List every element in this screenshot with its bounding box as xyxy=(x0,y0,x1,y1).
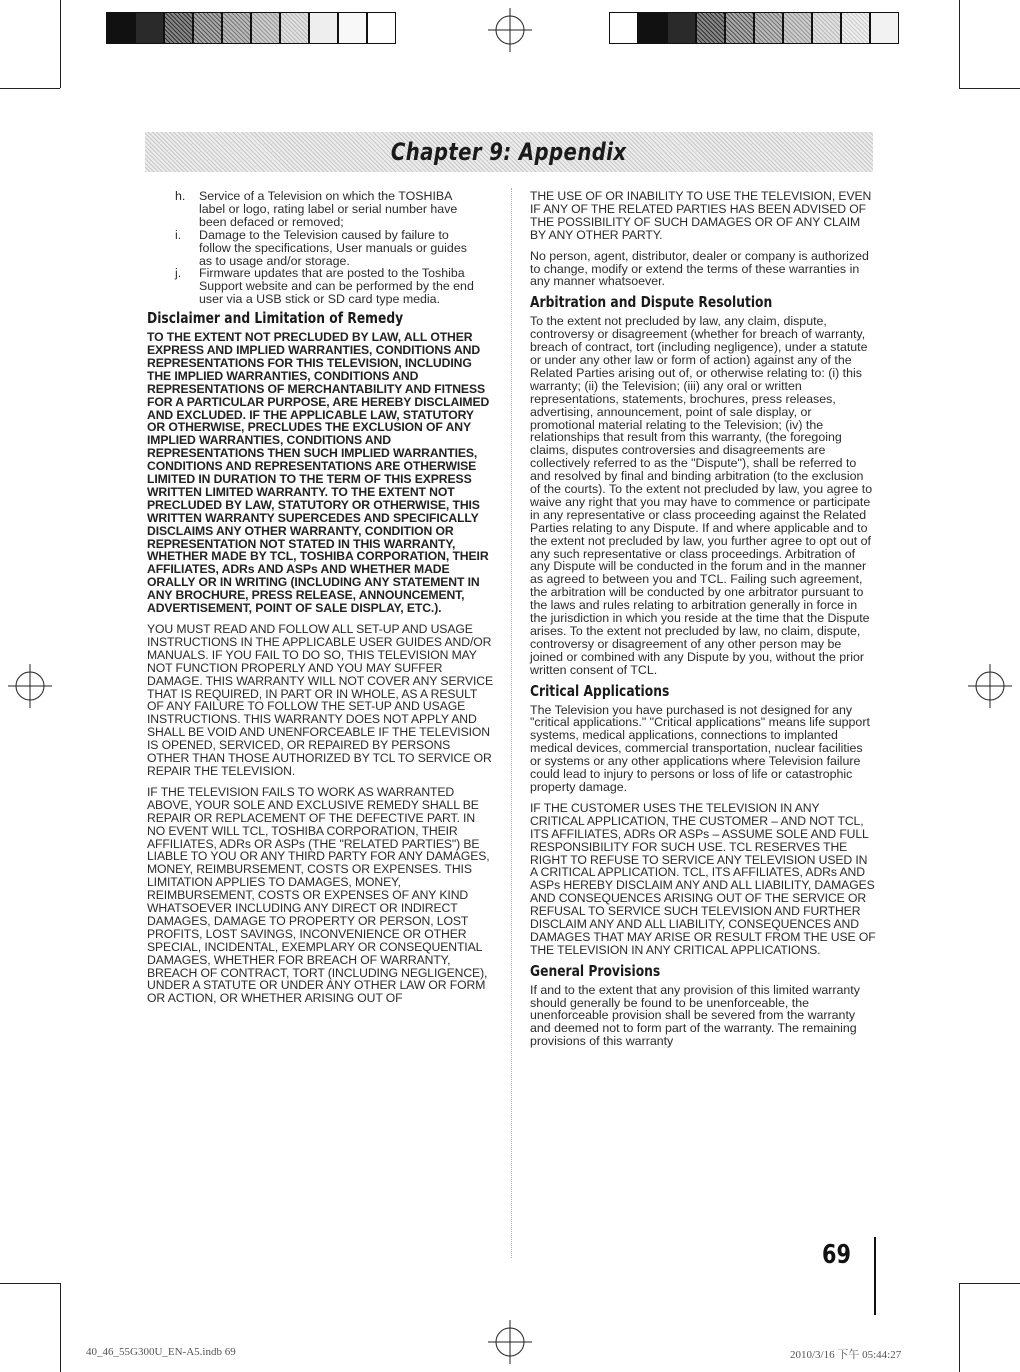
list-letter: h. xyxy=(175,189,186,203)
crop-mark-top-left-v xyxy=(60,0,61,88)
registration-target-icon xyxy=(968,664,1012,708)
crop-mark-top-left-h xyxy=(0,88,60,89)
crop-mark-bottom-left-v xyxy=(60,1283,61,1372)
disclaimer-paragraph: TO THE EXTENT NOT PRECLUDED BY LAW, ALL OTHER EXPRESS AND IMPLIED WARRANTIES, CONDITIONS AND REPRESENTATIONS FOR THIS TELEVISION, INCLUDING THE IMPLIED WARRANTIES, CONDITIONS AND REPRESENTATIONS OF MERCHANTABILITY AND FITNESS FOR A PARTICULAR PURPOSE, ARE HEREBY DISCLAIMED AND EXCLUDED. IF THE APPLICABLE LAW, STATUTORY OR OTHERWISE, PRECLUDES THE EXCLUSION OF ANY IMPLIED WARRANTIES, CONDITIONS AND REPRESENTATIONS THEN SUCH IMPLIED WARRANTIES, CONDITIONS AND REPRESENTATIONS ARE OTHERWISE LIMITED IN DURATION TO THE TERM OF THIS EXPRESS WRITTEN LIMITED WARRANTY. TO THE EXTENT NOT PRECLUDED BY LAW, STATUTORY OR OTHERWISE, THIS WRITTEN WARRANTY SUPERCEDES AND SPECIFICALLY DISCLAIMS ANY OTHER WARRANTY, CONDITION OR REPRESENTATION NOT STATED IN THIS WARRANTY, WHETHER MADE BY TCL, TOSHIBA CORPORATION, THEIR AFFILIATES, ADRs AND ASPs AND WHETHER MADE ORALLY OR IN WRITING (INCLUDING ANY STATEMENT IN ANY BROCHURE, PRESS RELEASE, ANNOUNCEMENT, ADVERTISEMENT, POINT OF SALE DISPLAY, ETC.). xyxy=(147,330,490,616)
footer-file-name: 40_46_55G300U_EN-A5.indb 69 xyxy=(86,1346,236,1358)
crop-mark-bottom-right-v xyxy=(959,1283,960,1372)
list-item xyxy=(147,229,493,268)
critical-paragraph: The Television you have purchased is not designed for any "critical applications." "Critical applications" means life support systems, medical applications, connections to implanted medical devices, commercial transportation, nuclear facilities or systems or any other applications where Television failure could lead to injury to persons or loss of life or catastrophic property damage. xyxy=(530,702,870,794)
crop-mark-top-right-v xyxy=(959,0,960,88)
arbitration-paragraph: To the extent not precluded by law, any claim, dispute, controversy or disagreement (whether for breach of warranty, breach of contract, tort (including negligence), under a statute or under any other law or form of action) against any of the Related Parties arising out of, or otherwise relating to: (i) this warranty; (ii) the Television; (iii) any oral or written representations, statements, brochures, press releases, advertising, announcement, point of sale display, or promotional material relating to the Television; (iv) the relationships that result from this warranty, (the foregoing claims, disputes controversies and disagreements are collectively referred to as the "Dispute"), shall be referred to and resolved by final and binding arbitration (to the exclusion of the courts). To the extent not precluded by law, you agree to waive any right that you may have to commence or participate in any representative or class proceeding against the Related Parties relating to any Dispute. If and where applicable and to the extent not precluded by law, you further agree to opt out of any such representative or class proceedings. Arbitration of any Dispute will be conducted in the forum and in the manner as agreed to between you and TCL. Failing such agreement, the arbitration will be conducted by one arbitrator pursuant to the laws and rules relating to arbitration generally in force in the jurisdiction in which you reside at the time that the Dispute arises. To the extent not precluded by law, no claim, dispute, controversy or disagreement of any other person may be joined or combined with any Dispute by you, without the prior written consent of TCL. xyxy=(530,314,873,677)
list-text: Service of a Television on which the TOSHIBA label or logo, rating label or serial number have been defaced or removed; xyxy=(199,189,458,229)
registration-target-icon xyxy=(8,664,52,708)
setup-paragraph: YOU MUST READ AND FOLLOW ALL SET-UP AND USAGE INSTRUCTIONS IN THE APPLICABLE USER GUIDES AND/OR MANUALS. IF YOU FAIL TO DO SO, THIS TELEVISION MAY NOT FUNCTION PROPERLY AND YOU MAY SUFFER DAMAGE. THIS WARRANTY WILL NOT COVER ANY SERVICE THAT IS REQUIRED, IN PART OR IN WHOLE, AS A RESULT OF ANY FAILURE TO FOLLOW THE SET-UP AND USAGE INSTRUCTIONS. THIS WARRANTY DOES NOT APPLY AND SHALL BE VOID AND UNENFORCEABLE IF THE TELEVISION IS OPENED, SERVICED, OR REPAIRED BY PERSONS OTHER THAN THOSE AUTHORIZED BY TCL TO SERVICE OR REPAIR THE TELEVISION. xyxy=(147,622,494,778)
crop-mark-bottom-right-h xyxy=(959,1283,1020,1284)
critical-heading: Critical Applications xyxy=(530,681,670,700)
page-number-rule xyxy=(874,1237,876,1315)
column-divider xyxy=(511,188,512,1258)
registration-target-icon xyxy=(488,1320,532,1364)
list-letter: j. xyxy=(175,266,182,281)
list-letter: i. xyxy=(175,227,182,242)
crop-mark-top-right-h xyxy=(959,88,1020,89)
crop-mark-bottom-left-h xyxy=(0,1283,60,1284)
list-text: Firmware updates that are posted to the Toshiba Support website and can be performed by the end user via a USB stick or SD card type media. xyxy=(199,266,474,307)
critical-caps-paragraph: IF THE CUSTOMER USES THE TELEVISION IN ANY CRITICAL APPLICATION, THE CUSTOMER – AND NOT TCL, ITS AFFILIATES, ADRs OR ASPs – ASSUME SOLE AND FULL RESPONSIBILITY FOR SUCH USE. TCL RESERVES THE RIGHT TO REFUSE TO SERVICE ANY TELEVISION USED IN A CRITICAL APPLICATION. TCL, ITS AFFILIATES, ADRs AND ASPs HEREBY DISCLAIM ANY AND ALL LIABILITY, DAMAGES AND CONSEQUENCES ARISING OUT OF THE SERVICE OR REFUSAL TO SERVICE SUCH TELEVISION AND FURTHER DISCLAIM ANY AND ALL LIABILITY, CONSEQUENCES AND DAMAGES THAT MAY ARISE OR RESULT FROM THE USE OF THE TELEVISION IN ANY CRITICAL APPLICATIONS. xyxy=(530,800,876,957)
chapter-header xyxy=(145,132,873,172)
exclusion-list xyxy=(147,190,493,306)
gray-scale-bar-right xyxy=(609,12,899,44)
remedy-paragraph: IF THE TELEVISION FAILS TO WORK AS WARRANTED ABOVE, YOUR SOLE AND EXCLUSIVE REMEDY SHALL BE REPAIR OR REPLACEMENT OF THE DEFECTIVE PART. IN NO EVENT WILL TCL, TOSHIBA CORPORATION, THEIR AFFILIATES, ADRs OR ASPs (THE "RELATED PARTIES") BE LIABLE TO YOU OR ANY THIRD PARTY FOR ANY DAMAGES, MONEY, REIMBURSEMENT, COSTS OR EXPENSES. THIS LIMITATION APPLIES TO DAMAGES, MONEY, REIMBURSEMENT, COSTS OR EXPENSES OF ANY KIND WHATSOEVER INCLUDING ANY DIRECT OR INDIRECT DAMAGES, DAMAGE TO PROPERTY OR PERSON, LOST PROFITS, LOST SAVINGS, INCONVENIENCE OR OTHER SPECIAL, INCIDENTAL, EXEMPLARY OR CONSEQUENTIAL DAMAGES, WHETHER FOR BREACH OF WARRANTY, BREACH OF CONTRACT, TORT (INCLUDING NEGLIGENCE), UNDER A STATUTE OR UNDER ANY OTHER LAW OR FORM OR ACTION, OR WHETHER ARISING OUT OF xyxy=(147,784,490,1006)
continued-paragraph: THE USE OF OR INABILITY TO USE THE TELEVISION, EVEN IF ANY OF THE RELATED PARTIES HAS BEEN ADVISED OF THE POSSIBILITY OF SUCH DAMAGES OR OF ANY CLAIM BY ANY OTHER PARTY. xyxy=(530,189,872,242)
list-item xyxy=(147,267,493,306)
arbitration-heading: Arbitration and Dispute Resolution xyxy=(530,293,773,312)
chapter-title: Chapter 9: Appendix xyxy=(391,138,627,166)
page-number: 69 xyxy=(822,1240,851,1270)
general-heading: General Provisions xyxy=(530,961,661,980)
general-paragraph: If and to the extent that any provision of this limited warranty should generally be found to be unenforceable, the unenforceable provision shall be severed from the warranty and deemed not to form part of the warranty. The remaining provisions of this warranty xyxy=(530,982,860,1049)
disclaimer-heading: Disclaimer and Limitation of Remedy xyxy=(147,309,404,328)
footer-timestamp: 2010/3/16 下午 05:44:27 xyxy=(790,1349,902,1361)
left-column xyxy=(147,190,493,1013)
list-text: Damage to the Television caused by failure to follow the specifications, User manuals or guides as to usage and/or storage. xyxy=(199,227,467,268)
gray-scale-bar-left xyxy=(106,12,396,44)
registration-target-icon xyxy=(488,8,532,52)
no-person-paragraph: No person, agent, distributor, dealer or company is authorized to change, modify or extend the terms of these warranties in any manner whatsoever. xyxy=(530,248,869,289)
list-item xyxy=(147,190,493,229)
right-column xyxy=(530,190,876,1056)
